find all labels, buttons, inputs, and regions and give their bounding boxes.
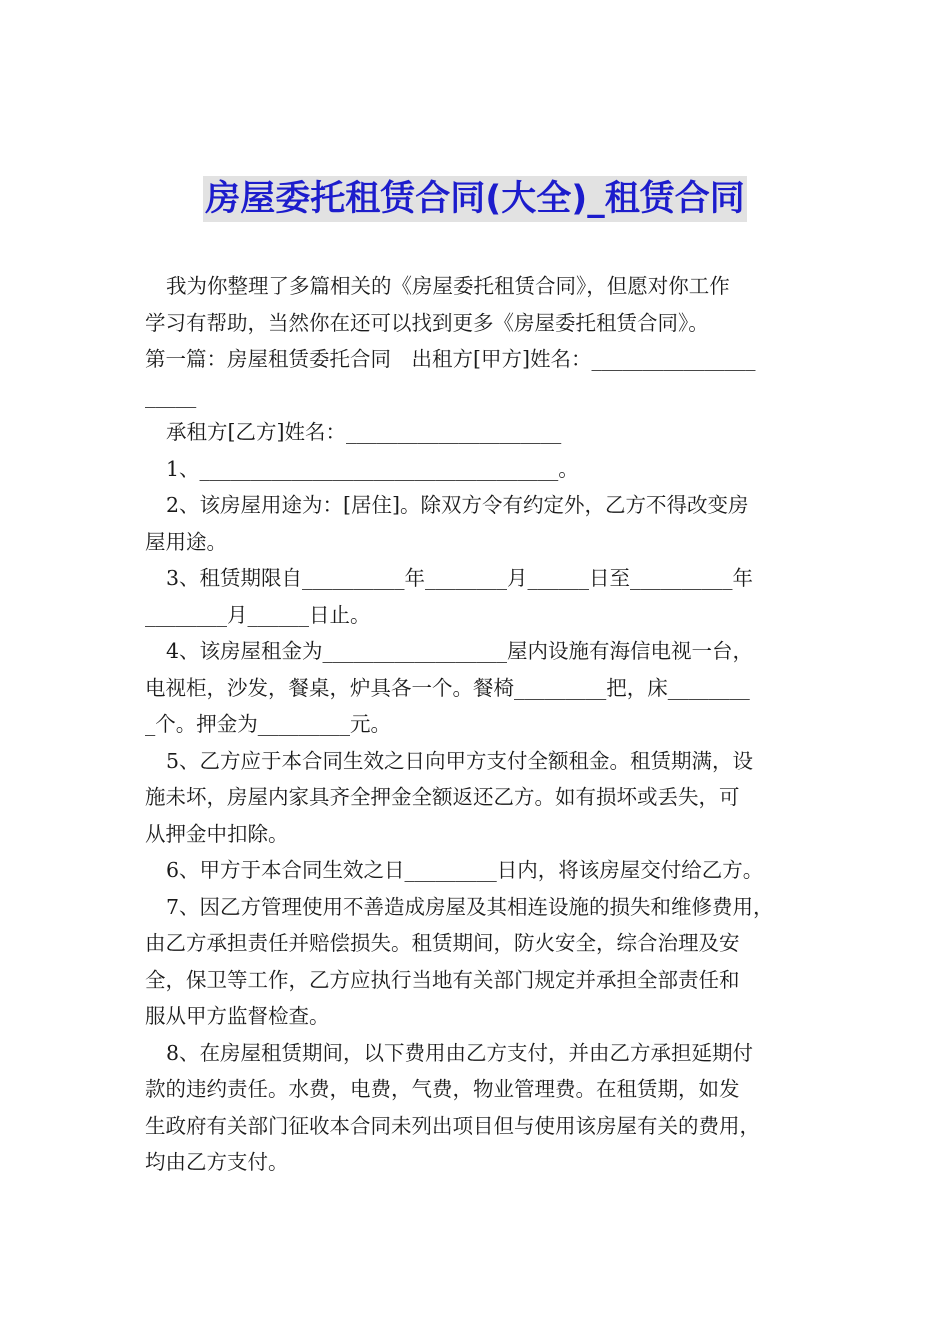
clause-5-line-1: 5、乙方应于本合同生效之日向甲方支付全额租金。租赁期满，设 [166, 748, 754, 773]
clause-7-line-3: 全，保卫等工作，乙方应执行当地有关部门规定并承担全部责任和 [145, 967, 740, 992]
clause-8-line-4: 均由乙方支付。 [145, 1150, 289, 1174]
document-body [145, 268, 807, 1181]
intro-line-1: 我为你整理了多篇相关的《房屋委托租赁合同》，但愿对你工作 [166, 274, 730, 298]
clause-4-line-1: 4、该房屋租金为__________________屋内设施有海信电视一台， [166, 639, 754, 663]
part1-heading-line: 第一篇：房屋租赁委托合同 出租方[甲方]姓名：________________ [145, 347, 756, 371]
clause-7-line-2: 由乙方承担责任并赔偿损失。租赁期间，防火安全，综合治理及安 [145, 931, 740, 955]
document-title: 房屋委托租赁合同(大全)_租赁合同 [203, 176, 747, 222]
clause-5-line-2: 施未坏，房屋内家具齐全押金全额返还乙方。如有损坏或丢失，可 [145, 785, 740, 809]
clause-5-line-3: 从押金中扣除。 [145, 821, 289, 846]
clause-7-line-1: 7、因乙方管理使用不善造成房屋及其相连设施的损失和维修费用， [166, 894, 774, 919]
clause-2-line-1: 2、该房屋用途为：[居住]。除双方令有约定外，乙方不得改变房 [166, 493, 749, 517]
part1-heading-continuation: _____ [145, 383, 197, 408]
clause-8-line-2: 款的违约责任。水费，电费，气费，物业管理费。在租赁期，如发 [145, 1077, 740, 1101]
clause-3-line-1: 3、租赁期限自__________年________月______日至__________年 [166, 566, 754, 590]
intro-line-2: 学习有帮助，当然你在还可以找到更多《房屋委托租赁合同》。 [145, 310, 709, 335]
tenant-name-line: 承租方[乙方]姓名：_____________________ [166, 420, 562, 444]
clause-4-line-2: 电视柜，沙发，餐桌，炉具各一个。餐椅_________把，床________ [145, 675, 750, 700]
clause-8-line-1: 8、在房屋租赁期间，以下费用由乙方支付，并由乙方承担延期付 [166, 1040, 754, 1065]
clause-4-line-3: _个。押金为_________元。 [145, 712, 391, 736]
clause-3-line-2: ________月______日止。 [145, 602, 371, 627]
clause-6: 6、甲方于本合同生效之日_________日内，将该房屋交付给乙方。 [166, 858, 764, 882]
clause-7-line-4: 服从甲方监督检查。 [145, 1004, 330, 1028]
clause-8-line-3: 生政府有关部门征收本合同未列出项目但与使用该房屋有关的费用， [145, 1113, 760, 1138]
clause-2-line-2: 屋用途。 [145, 529, 227, 554]
clause-1: 1、___________________________________。 [166, 456, 579, 481]
title-wrap [0, 176, 950, 222]
